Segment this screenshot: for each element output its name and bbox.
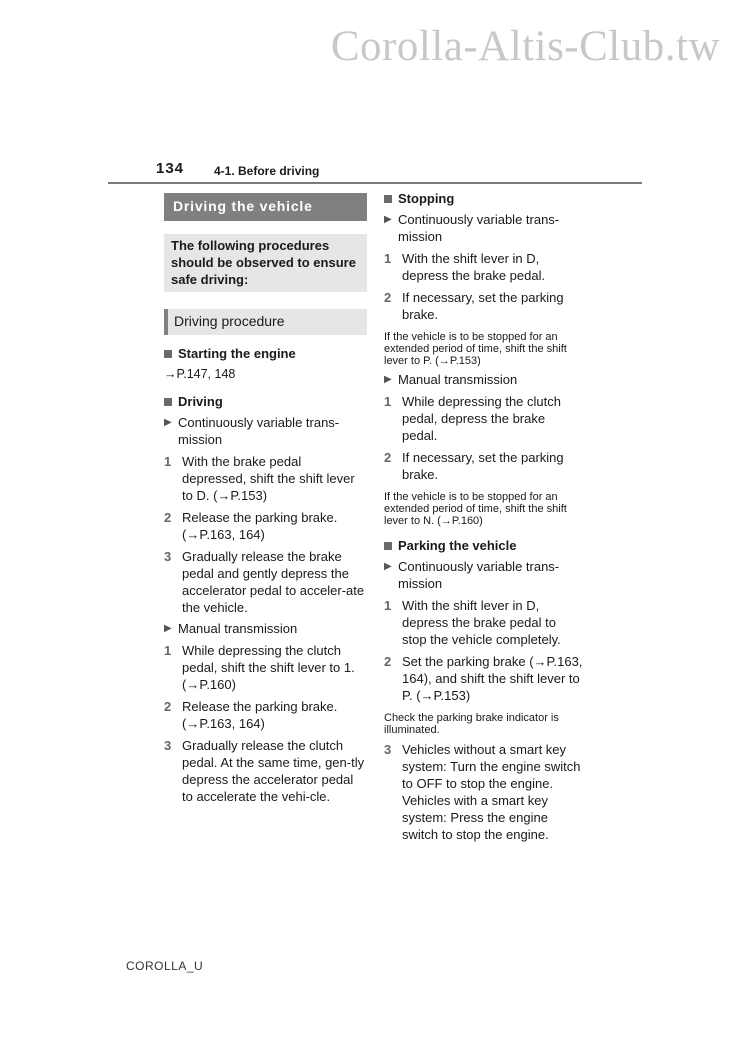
step-text: With the brake pedal depressed, shift the shift lever to D. (→P.153) bbox=[182, 454, 355, 503]
list-item bbox=[384, 741, 584, 843]
cvt-label-text: Continuously variable trans-mission bbox=[178, 415, 340, 447]
page-number: 134 bbox=[156, 160, 185, 177]
step-number: 2 bbox=[164, 510, 172, 525]
step-number: 1 bbox=[164, 454, 172, 469]
stopping-heading bbox=[384, 190, 584, 207]
step-text: Gradually release the clutch pedal. At the same time, gen-tly depress the accelerator pedal to accelerate the vehi-cle. bbox=[182, 738, 365, 804]
square-bullet-icon bbox=[384, 195, 392, 203]
driving-heading bbox=[164, 393, 367, 410]
step-number: 2 bbox=[164, 699, 172, 714]
list-item bbox=[384, 449, 584, 483]
step-text: While depressing the clutch pedal, shift the shift lever to 1. (→P.160) bbox=[182, 643, 355, 692]
step-number: 1 bbox=[384, 394, 392, 409]
footer-code: COROLLA_U bbox=[126, 959, 204, 973]
mt-label-text: Manual transmission bbox=[178, 621, 298, 636]
step-number: 2 bbox=[384, 450, 392, 465]
triangle-right-icon: ▶ bbox=[164, 623, 172, 634]
step-text: With the shift lever in D, depress the brake pedal to stop the vehicle completely. bbox=[402, 598, 561, 647]
step-text: Gradually release the brake pedal and gently depress the accelerator pedal to acceler-ate the vehicle. bbox=[182, 549, 365, 615]
list-item bbox=[164, 453, 367, 504]
step-number: 3 bbox=[164, 738, 172, 753]
step-text: Set the parking brake (→P.163, 164), and shift the shift lever to P. (→P.153) bbox=[402, 654, 583, 703]
intro-note: The following procedures should be observed to ensure safe driving: bbox=[164, 234, 367, 292]
stop-cvt-note: If the vehicle is to be stopped for an extended period of time, shift the shift lever to P. (→P.153) bbox=[384, 331, 567, 367]
list-item bbox=[384, 653, 584, 704]
square-bullet-icon bbox=[384, 542, 392, 550]
step-text: If necessary, set the parking brake. bbox=[402, 290, 564, 322]
stop-mt-label bbox=[384, 371, 584, 388]
driving-heading-text: Driving bbox=[178, 394, 223, 409]
watermark: Corolla-Altis-Club.tw bbox=[330, 23, 720, 70]
triangle-right-icon: ▶ bbox=[384, 374, 392, 385]
list-item bbox=[384, 393, 584, 444]
chapter-title: Driving the vehicle bbox=[164, 193, 367, 221]
list-item bbox=[164, 509, 367, 543]
parking-heading bbox=[384, 537, 584, 554]
park-cvt-label bbox=[384, 558, 584, 592]
triangle-right-icon: ▶ bbox=[384, 561, 392, 572]
step-text: While depressing the clutch pedal, depress the brake pedal. bbox=[402, 394, 561, 443]
left-column bbox=[164, 190, 367, 805]
step-text: Release the parking brake. (→P.163, 164) bbox=[182, 699, 338, 731]
step-number: 2 bbox=[384, 654, 392, 669]
stop-mt-note: If the vehicle is to be stopped for an extended period of time, shift the shift lever to N. (→P.160) bbox=[384, 491, 567, 527]
step-number: 1 bbox=[384, 251, 392, 266]
step-number: 3 bbox=[384, 742, 392, 757]
list-item bbox=[164, 642, 367, 693]
starting-heading-text: Starting the engine bbox=[178, 346, 296, 361]
section-title: 4-1. Before driving bbox=[214, 164, 320, 178]
starting-heading bbox=[164, 345, 367, 362]
square-bullet-icon bbox=[164, 398, 172, 406]
step-number: 1 bbox=[384, 598, 392, 613]
list-item bbox=[164, 548, 367, 616]
stop-mt-label-text: Manual transmission bbox=[398, 372, 518, 387]
subsection-title: Driving procedure bbox=[164, 309, 367, 335]
list-item bbox=[384, 250, 584, 284]
triangle-right-icon: ▶ bbox=[384, 214, 392, 225]
step-text: Release the parking brake. (→P.163, 164) bbox=[182, 510, 338, 542]
park-note: Check the parking brake indicator is illuminated. bbox=[384, 712, 559, 736]
step-text: If necessary, set the parking brake. bbox=[402, 450, 564, 482]
triangle-right-icon: ▶ bbox=[164, 417, 172, 428]
step-number: 1 bbox=[164, 643, 172, 658]
starting-reference: →P.147, 148 bbox=[164, 367, 236, 381]
stop-cvt-label bbox=[384, 211, 584, 245]
list-item bbox=[164, 698, 367, 732]
list-item bbox=[384, 289, 584, 323]
step-number: 3 bbox=[164, 549, 172, 564]
step-text: Vehicles without a smart key system: Turn the engine switch to OFF to stop the engine. bbox=[402, 742, 581, 791]
step-number: 2 bbox=[384, 290, 392, 305]
mt-label bbox=[164, 620, 367, 637]
step-text-continued: Vehicles with a smart key system: Press the engine switch to stop the engine. bbox=[402, 793, 549, 842]
cvt-label bbox=[164, 414, 367, 448]
right-column bbox=[384, 190, 584, 843]
step-text: With the shift lever in D, depress the brake pedal. bbox=[402, 251, 546, 283]
list-item bbox=[164, 737, 367, 805]
stopping-heading-text: Stopping bbox=[398, 191, 455, 206]
park-cvt-label-text: Continuously variable trans-mission bbox=[398, 559, 560, 591]
stop-cvt-label-text: Continuously variable trans-mission bbox=[398, 212, 560, 244]
parking-heading-text: Parking the vehicle bbox=[398, 538, 517, 553]
square-bullet-icon bbox=[164, 350, 172, 358]
header-rule bbox=[108, 182, 642, 184]
list-item bbox=[384, 597, 584, 648]
